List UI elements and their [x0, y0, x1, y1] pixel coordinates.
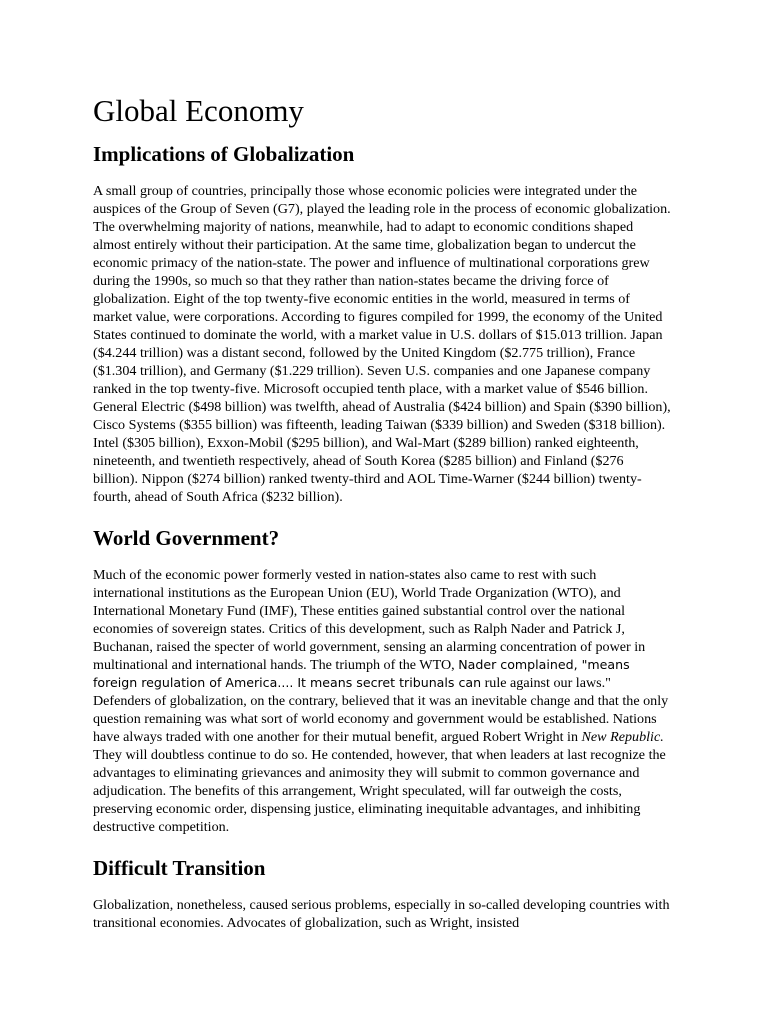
section-heading-difficult-transition: Difficult Transition — [93, 856, 266, 880]
section-paragraph-world-government — [93, 566, 671, 836]
section-paragraph-difficult-transition: Globalization, nonetheless, caused serious problems, especially in so-called developing countries with transitional economies. Advocates of globalization, such as Wright, insisted — [93, 897, 670, 931]
paragraph-text-segment: rule against our laws." Defenders of globalization, on the contrary, believed that it was an inevitable change and that the only question remaining was what sort of world economy and government would be established. Nations have always traded with one another for their mutual benefit, argued Robert Wright in — [93, 675, 669, 745]
section-heading-implications: Implications of Globalization — [93, 142, 355, 166]
quoted-text-segment: Nader complained, "means foreign regulation of America.... It means secret tribunals can — [93, 657, 630, 690]
page-title: Global Economy — [93, 93, 304, 128]
document-page — [93, 92, 671, 932]
publication-title: New Republic. — [581, 729, 664, 745]
paragraph-text-segment: Much of the economic power formerly vested in nation-states also came to rest with such international institutions as the European Union (EU), World Trade Organization (WTO), and International Monetary Fund (IMF), These entities gained substantial control over the national economies of sovereign states. Critics of this development, such as Ralph Nader and Patrick J, Buchanan, raised the specter of world government, sensing an alarming concentration of power in multinational and international hands. The triumph of the WTO, — [93, 567, 646, 673]
section-heading-world-government: World Government? — [93, 526, 280, 550]
paragraph-text-segment: They will doubtless continue to do so. He contended, however, that when leaders at last recognize the advantages to eliminating grievances and animosity they will submit to common governance and adjudication. The benefits of this arrangement, Wright speculated, will far outweigh the costs, preserving economic order, dispensing justice, eliminating inequitable advantages, and inhibiting destructive competition. — [93, 747, 666, 835]
section-paragraph-implications: A small group of countries, principally those whose economic policies were integrated under the auspices of the Group of Seven (G7), played the leading role in the process of economic globalization. The overwhelming majority of nations, meanwhile, had to adapt to economic conditions shaped almost entirely without their participation. At the same time, globalization began to undercut the economic primacy of the nation-state. The power and influence of multinational corporations grew during the 1990s, so much so that they rather than nation-states became the driving force of globalization. Eight of the top twenty-five economic entities in the world, measured in terms of market value, were corporations. According to figures compiled for 1999, the economy of the United States continued to dominate the world, with a market value in U.S. dollars of $15.013 trillion. Japan ($4.244 trillion) was a distant second, followed by the United Kingdom ($2.775 trillion), France ($1.304 trillion), and Germany ($1.229 trillion). Seven U.S. companies and one Japanese company ranked in the top twenty-five. Microsoft occupied tenth place, with a market value of $546 billion. General Electric ($498 billion) was twelfth, ahead of Australia ($424 billion) and Spain ($390 billion), Cisco Systems ($355 billion) was fifteenth, leading Taiwan ($339 billion) and Sweden ($318 billion). Intel ($305 billion), Exxon-Mobil ($295 billion), and Wal-Mart ($289 billion) ranked eighteenth, nineteenth, and twentieth respectively, ahead of South Korea ($285 billion) and Finland ($276 billion). Nippon ($274 billion) ranked twenty-third and AOL Time-Warner ($244 billion) twenty-fourth, ahead of South Africa ($232 billion). — [93, 183, 671, 505]
